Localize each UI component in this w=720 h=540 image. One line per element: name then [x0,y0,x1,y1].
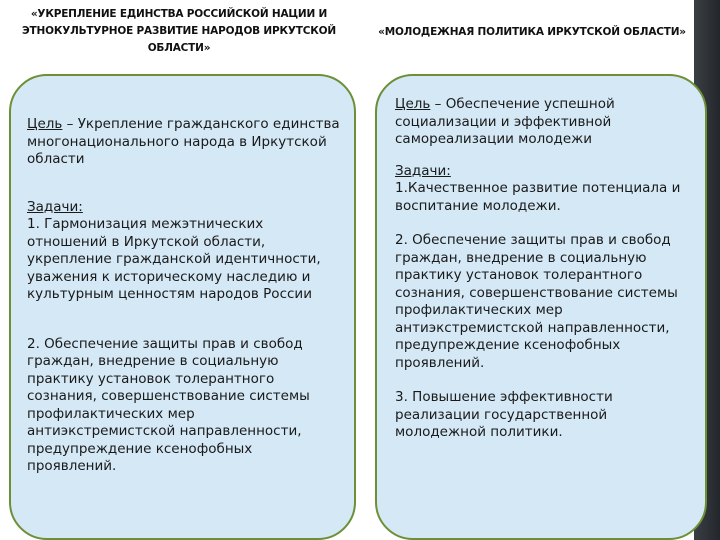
left-tasks-label: Задачи: [27,198,83,215]
right-tasks-label: Задачи: [395,162,451,179]
right-task-1: 1.Качественное развитие потенциала и воспитание молодежи. [395,180,681,214]
left-goal-text: – Укрепление гражданского единства многонационального народа в Иркутской области [27,116,340,167]
right-task-2: 2. Обеспечение защиты прав и свобод граждан, внедрение в социальную практику установок толерантного сознания, совершенствование системы профилактических мер антиэкстремистской направленности, предупреждение ксенофобных проявлений. [395,232,678,371]
right-task-3: 3. Повышение эффективности реализации государственной молодежной политики. [395,389,613,440]
right-program-card [375,74,707,540]
left-task-2: 2. Обеспечение защиты прав и свобод граждан, внедрение в социальную практику установок толерантного сознания, совершенствование системы профилактических мер антиэкстремистской направленности, предупреждение ксенофобных проявлений. [27,335,310,474]
left-goal-label: Цель [27,116,63,132]
right-tasks [395,163,691,216]
left-goal [27,116,340,169]
right-goal-text: – Обеспечение успешной социализации и эффективной самореализации молодежи [395,96,615,147]
left-task-1: 1. Гармонизация межэтнических отношений в Иркутской области, укрепление гражданской идентичности, уважения к историческому наследию и культурным ценностям народов России [27,216,321,302]
right-program-title: «МОЛОДЕЖНАЯ ПОЛИТИКА ИРКУТСКОЙ ОБЛАСТИ» [378,26,686,38]
left-program-card [9,74,356,540]
left-tasks [27,199,340,304]
right-goal-label: Цель [395,96,431,112]
right-goal [395,96,691,149]
left-program-title: «УКРЕПЛЕНИЕ ЕДИНСТВА РОССИЙСКОЙ НАЦИИ И ЭТНОКУЛЬТУРНОЕ РАЗВИТИЕ НАРОДОВ ИРКУТСКОЙ ОБЛАСТИ» [22,8,336,54]
